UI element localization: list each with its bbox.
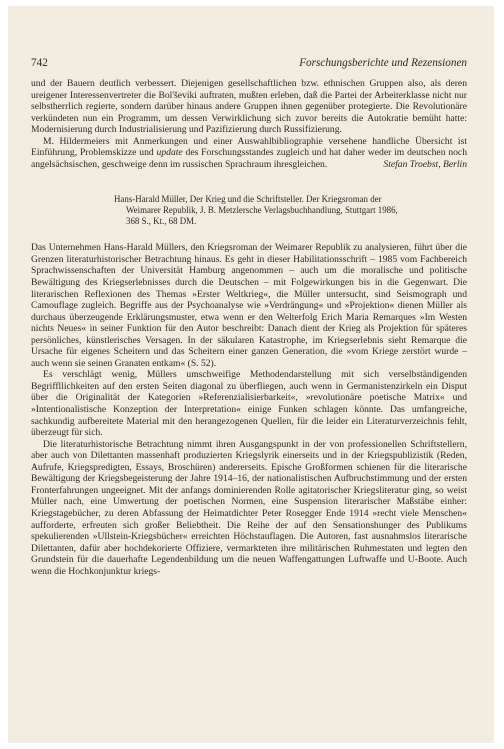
page-body xyxy=(31,78,467,577)
review1-closing-paragraph xyxy=(31,136,467,171)
review2-paragraph: Die literaturhistorische Betrachtung nimmt ihren Ausgangspunkt in der von professionellen Schriftstellern, aber auch von Dilettanten massenhaft produzierten Kriegslyrik einerseits und in der Kriegspublizistik (Reden, Aufrufe, Kriegspredigten, Essays, Broschüren) andererseits. Epische Großformen schienen für die literarische Bewältigung der Kriegsbegeisterung der Jahre 1914–16, der nationalistischen Aufbruchstimmung und der ersten Fronterfahrungen ungeeignet. Mit der anfangs dominierenden Rolle agitatorischer Kriegsliteratur ging, so weist Müller nach, eine Umwertung der poetischen Normen, eine Suspension literarischer Maßstäbe einher: Kriegstagebücher, zu deren Abfassung der Heimatdichter Peter Rosegger Ende 1914 »recht viele Menschen« aufforderte, erfreuten sich großer Beliebtheit. Die Reihe der auf den Sensationshunger des Publikums spekulierenden »Ullstein-Kriegsbücher« erreichten Höchstauflagen. Die Autoren, fast ausnahmslos literarische Dilettanten, dafür aber hochdekorierte Offiziere, vermarkteten ihre militärischen Ruhmestaten und legten den Grundstein für die dauerhafte Legendenbildung um die neuen Waffengattungen Luftwaffe und U-Boote. Auch wenn die Hochkonjunktur kriegs- xyxy=(31,438,467,577)
review1-paragraph: und der Bauern deutlich verbessert. Diejenigen gesellschaftlichen bzw. ethnischen Gruppen also, als deren ureigener Interessenvertreter die Bol'ševiki auftraten, mußten erleben, daß die Partei der Arbeiterklasse nicht nur selbstherrlich regierte, sondern darüber hinaus andere Gruppen ihnen gegenüber protegierte. Die Revolutionäre verkündeten nun ein Programm, um dessen Verwirklichung sich zuvor bereits die Autokratie bemüht hatte: Modernisierung durch Industrialisierung und Pazifizierung durch Russifizierung. xyxy=(31,78,467,136)
review1-text: M. Hildermeiers mit Anmerkungen und einer Auswahlbibliographie versehene handliche Übersicht ist Einführung, Problemskizze und xyxy=(31,135,467,159)
review2-paragraph: Es verschlägt wenig, Müllers umschweifige Methodendarstellung mit sich verselbständigenden Begriffllichkeiten auf den ersten Seiten diagonal zu überfliegen, auch wenn in Germanistenzirkeln ein Disput über die Originalität der Kategorien »Referenzialisierbarkeit«, »revolutionäre poetische Matrix« und »Intentionalistische Konzeption der Interpretation« einige Funken schlagen könnte. Das umfangreiche, sachkundig aufbereitete Material mit den herangezogenen Quellen, für die leider ein Literaturverzeichnis fehlt, überzeugt für sich. xyxy=(31,369,467,439)
reviewer-signature: Stefan Troebst, Berlin xyxy=(383,158,467,170)
book-reference xyxy=(114,194,467,227)
page-number: 742 xyxy=(31,57,48,69)
book-reference-line: 368 S., Kt., 68 DM. xyxy=(126,216,197,227)
running-head: Forschungsberichte und Rezensionen xyxy=(299,57,467,69)
book-reference-line: Weimarer Republik, J. B. Metzlersche Verlagsbuchhandlung, Stuttgart 1986, xyxy=(126,205,398,216)
review2-paragraph: Das Unternehmen Hans-Harald Müllers, den Kriegsroman der Weimarer Republik zu analysieren, führt über die Grenzen literaturhistorischer Betrachtung hinaus. Es geht in dieser Habilitationsschrift – 1985 vom Fachbereich Sprachwissenschaften der Universität Hamburg angenommen – auch um die moralische und politische Bewältigung des Kriegserlebnisses durch die Deutschen – mit Folgewirkungen bis in die Gegenwart. Die literarischen Reflexionen des Themas »Erster Weltkrieg«, die Müller untersucht, sind Seismograph und Camouflage zugleich. Begriffe aus der Psychoanalyse wie »Verdrängung« und »Projektion« dienen Müller als durchaus überzeugende Erklärungsmuster, etwa wenn er den Welterfolg Erich Maria Remarques »Im Westen nichts Neues« in seiner Funktion für den Autor beschreibt: Danach dient der Krieg als Projektion für späteres persönliches, künstlerisches Versagen. In der säkularen Katastrophe, im Kriegserlebnis sieht Remarque die Ursache für eigenes Scheitern und das Scheitern einer ganzen Generation, die »vom Kriege zerstört wurde – auch wenn sie seinen Granaten entkam« (S. 52). xyxy=(31,242,467,369)
italic-term: update xyxy=(156,147,183,159)
review1-text-continued: des Forschungsstandes zugleich und hat daher weder im deutschen noch angelsächsischen, geschweige denn im russischen Sprachraum ihresgleichen. xyxy=(31,147,467,170)
page-header xyxy=(31,56,467,70)
book-reference-line: Hans-Harald Müller, Der Krieg und die Schriftsteller. Der Kriegsroman der xyxy=(114,194,382,205)
book-page xyxy=(8,6,494,743)
